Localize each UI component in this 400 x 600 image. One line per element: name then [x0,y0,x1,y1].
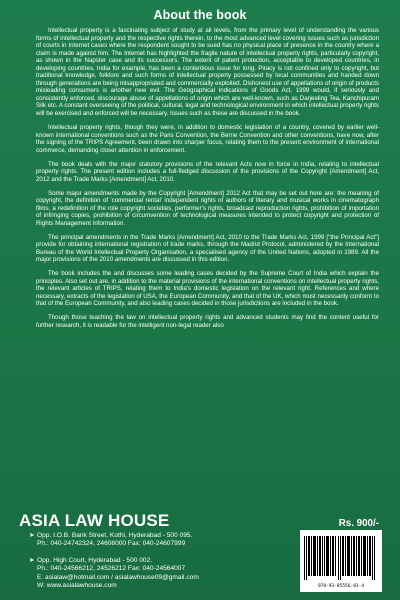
spacer [29,582,37,590]
address-line [29,540,289,548]
blurb-paragraph: The book includes the and discusses some leading cases decided by the Supreme Court of India which explain the principles. Also set out are, in addition to the material provisions of the international conventions on intellectual property rights, the relevant articles of TRIPS, relating them to India's domestic legislation on the relevant right. References and where necessary, extracts of the legislation of USA, the European Community, and that of the UK, which must necessarily conform to that of the European Community, and also leading cases decided in those jurisdictions are included in the book. [36,270,379,308]
address-line [29,582,289,590]
blurb-paragraph: Intellectual property is a fascinating subject of study at all levels, from the primary level of understanding the various forms of intellectual property and the respective rights therein, to the most advanced level covering issues such as jurisdiction of courts in Internet cases where the respondent sought to be sued has no physical place of presence in the country where a claim is made against him. The Internet has highlighted the fragile nature of intellectual property rights, particularly copyright, as shown in the Napster case and its successors. The extent of patent protection, acceptable to developed countries, in developing countries, India for example, has been a contentious issue for long. Piracy is not confined only to copyright, but traditional knowledge, folklore and such forms of intellectual property possessed by local communities and handed down through generations are being misappropriated and commercially exploited. Dishonest use of appellations of origin of products misleading consumers is another new evil. The Geographical Indications of Goods Act, 1999 would, if seriously and consistently enforced, discourage abuse of appellations of origin which are well-known, such as Darjeeling Tea, Kanchipuram Silk etc. A constant overseeing of the political, cultural, legal and technological environment in which intellectual property rights will be exercised and enforced will be necessary. Issues such as these are discussed in the book. [36,27,379,118]
blurb-paragraph: Intellectual property rights, though they were, in addition to domestic legislation of a country, covered by earlier well-known international conventions such as the Paris Convention, the Berne Convention and other conventions, have now, after the signing of the TRIPS Agreement, been drawn into sharper focus, relating them to the present environment of international commerce, demanding closer attention in enforcement. [36,123,379,154]
blurb-paragraph: Some major amendments made by the Copyright [Amendment] 2012 Act that may be set out here are: the meaning of copyright, the definition of 'commercial rental' independent rights of authors of literary and musical works in cinematograph films, a redefinition of the role copyright societies, performer's rights, broadcast reproduction rights, prohibition of importation of infringing copies, prohibition of circumvention of technological measures intended to protect copyright and protection of Rights Management Information. [36,189,379,227]
email-text: E: asialaw@hotmail.com / asialawhouse09@gmail.com [37,573,199,581]
isbn-text: 978-93-85556-81-4 [317,584,365,589]
barcode-icon [304,536,378,580]
phone-text: Ph.: 040-24742324, 24608000 Fax: 040-24607999 [37,540,186,548]
spacer [29,565,37,573]
address-line [29,532,289,540]
bullet-icon: ➤ [29,557,35,564]
blurb-paragraph: The book deals with the major statutory provisions of the relevant Acts now in force in India, relating to intellectual property rights. The present edition includes a full-fledged discussion of the provisions of the Copyright [Amendment] Act, 2012 and the Trade Marks [Amendment] Act, 2010. [36,160,379,183]
blurb-text [36,27,379,336]
website-text: W: www.asialawhouse.com [37,581,117,589]
publisher-address-2 [29,557,289,590]
about-heading: About the book [153,8,247,22]
address-text: Opp. I.O.B. Bank Street, Kothi, Hyderabad - 500 095. [37,532,193,539]
spacer [29,574,37,582]
address-text: Opp. High Court, Hyderabad - 500 002. [37,557,153,564]
spacer [29,540,37,548]
address-line [29,574,289,582]
barcode-label [300,530,382,592]
price-label: Rs. 900/- [338,518,379,529]
bullet-icon: ➤ [29,532,35,539]
publisher-name: ASIA LAW HOUSE [19,511,170,530]
blurb-paragraph: Though those teaching the law on intellectual property rights and advanced students may find the content useful for further research, it is readable for the intelligent non-legal reader also [36,314,379,329]
address-line [29,565,289,573]
phone-text: Ph.: 040-24566212, 24526212 Fax: 040-24564007 [37,565,186,573]
address-line [29,557,289,565]
publisher-address-1 [29,532,289,549]
blurb-paragraph: The principal amendments in the Trade Marks [Amendment] Act, 2010 to the Trade Marks Act, 1999 ["the Principal Act"] provide for obtaining international registration of trade marks, through the Madrid Protocol, administered by the International Bureau of the World Intellectual Property Organisation, a specialised agency of the United Nations, adopted in 1989. All the major provisions of the 2010 amendments are discussed in this edition. [36,233,379,264]
